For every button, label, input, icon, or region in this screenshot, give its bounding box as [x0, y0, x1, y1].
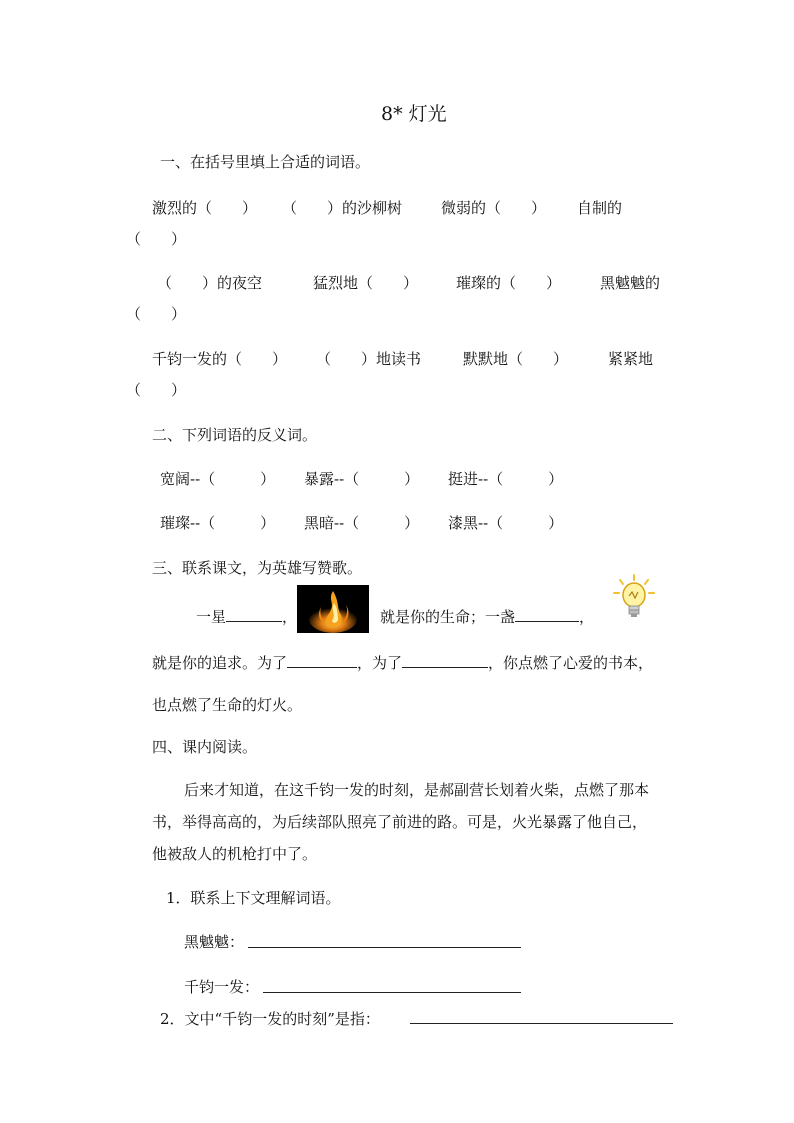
s3-line1-b: [380, 606, 594, 627]
s1-r1-a: 激烈的（ ）: [152, 199, 258, 217]
s1-r1-b: （ ）的沙柳树: [282, 199, 403, 217]
s1-r2-b: 猛烈地（ ）: [313, 274, 419, 292]
antonym-item: 黑暗--（ ）: [304, 514, 420, 532]
page-title: 8* 灯光: [381, 103, 447, 125]
blank-line[interactable]: [287, 652, 357, 668]
s3-comma: ，: [579, 608, 595, 626]
s1-r2-a: （ ）的夜空: [157, 274, 263, 292]
antonym-item: 漆黑--（ ）: [448, 514, 564, 532]
blank-line[interactable]: [402, 652, 488, 668]
s1-r3-d: 紧紧地: [608, 350, 654, 368]
s3-line2: [152, 652, 653, 673]
blank-line[interactable]: [226, 606, 282, 622]
antonym-item: 璀璨--（ ）: [160, 514, 276, 532]
s1-r3-a: 千钧一发的（ ）: [152, 350, 288, 368]
s1-r3-b: （ ）地读书: [316, 350, 422, 368]
s1-r3-wrap: （ ）: [126, 381, 187, 399]
question-1: 1．联系上下文理解词语。: [166, 889, 341, 907]
s3-line1: [196, 606, 297, 627]
reading-paragraph-line: 后来才知道，在这千钧一发的时刻，是郝副营长划着火柴，点燃了那本: [184, 781, 650, 799]
s1-r2-d: 黑魆魆的: [600, 274, 661, 292]
section2-heading: 二、下列词语的反义词。: [152, 426, 318, 444]
answer-line[interactable]: [248, 947, 521, 948]
s1-r2-wrap: （ ）: [126, 305, 187, 323]
q1-term-heixuxu: 黑魆魆：: [184, 933, 245, 951]
question-2: 2．文中“千钧一发的时刻”是指：: [160, 1010, 380, 1028]
reading-paragraph-line: 书，举得高高的，为后续部队照亮了前进的路。可是，火光暴露了他自己，: [152, 813, 648, 831]
antonym-item: 暴露--（ ）: [304, 470, 420, 488]
s3-text-weile: ，为了: [357, 654, 403, 672]
s3-comma: ，: [282, 608, 298, 626]
s1-r3-c: 默默地（ ）: [463, 350, 569, 368]
s3-text-shuben: ，你点燃了心爱的书本，: [488, 654, 654, 672]
answer-line[interactable]: [263, 992, 521, 993]
reading-paragraph-line: 他被敌人的机枪打中了。: [152, 845, 318, 863]
antonym-item: 挺进--（ ）: [448, 470, 564, 488]
s1-r2-c: 璀璨的（ ）: [456, 274, 562, 292]
section3-heading: 三、联系课文，为英雄写赞歌。: [152, 559, 363, 577]
blank-line[interactable]: [515, 606, 579, 622]
section4-heading: 四、课内阅读。: [152, 738, 258, 756]
s3-text-shengming: 就是你的生命；一盏: [380, 608, 516, 626]
s1-r1-wrap: （ ）: [126, 230, 187, 248]
s3-line3: 也点燃了生命的灯火。: [152, 696, 303, 714]
s3-text-zhuiqiu: 就是你的追求。为了: [152, 654, 288, 672]
s1-r1-d: 自制的: [577, 199, 623, 217]
light-bulb-image: [612, 574, 660, 622]
s1-r1-c: 微弱的（ ）: [441, 199, 547, 217]
antonym-item: 宽阔--（ ）: [160, 470, 276, 488]
fire-image: [297, 585, 369, 633]
section1-heading: 一、在括号里填上合适的词语。: [160, 153, 371, 171]
answer-line[interactable]: [410, 1023, 673, 1024]
q1-term-qianjunyifa: 千钧一发：: [184, 978, 260, 996]
s3-text-yixing: 一星: [196, 608, 227, 626]
